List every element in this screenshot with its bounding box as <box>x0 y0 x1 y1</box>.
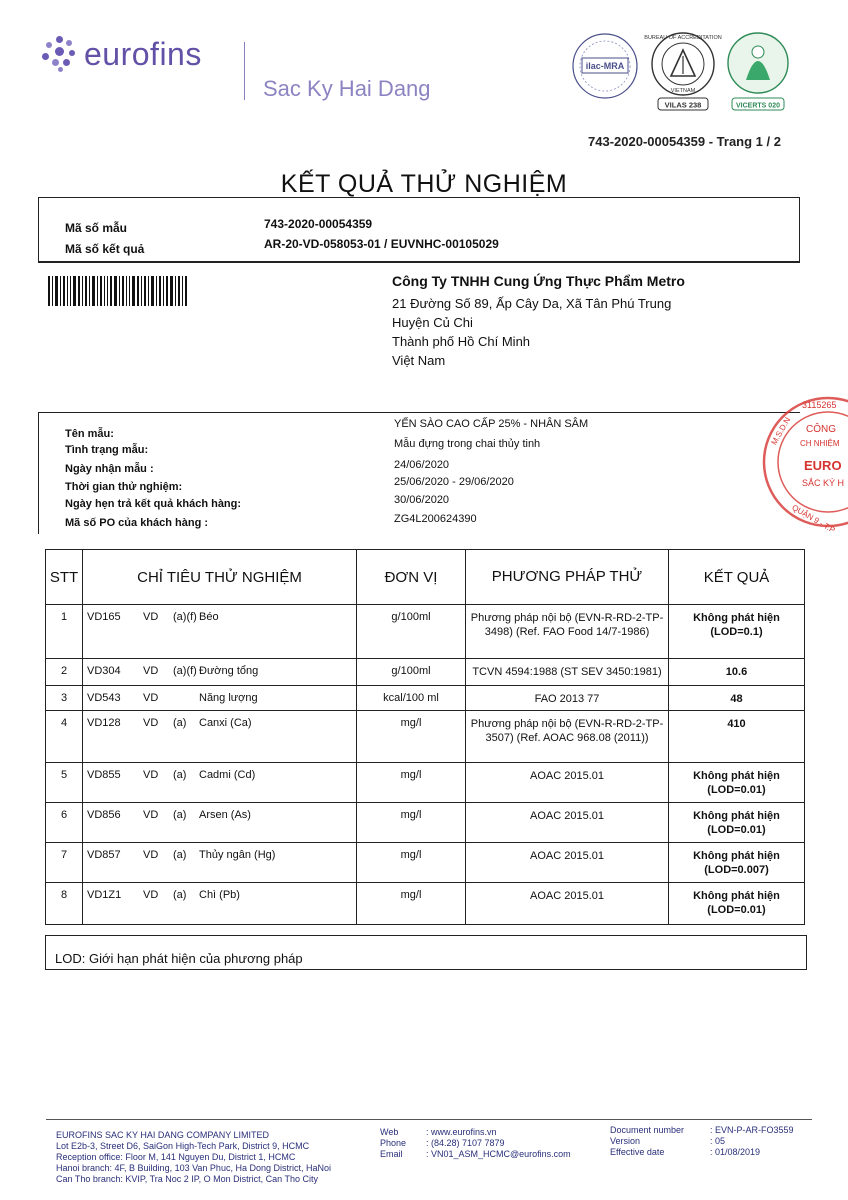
result-no-label: Mã số kết quả <box>65 242 145 256</box>
cell-unit: kcal/100 ml <box>357 686 466 711</box>
col-header-method: PHƯƠNG PHÁP THỬ <box>466 550 669 605</box>
cell-method: AOAC 2015.01 <box>466 843 669 883</box>
cell-unit: mg/l <box>357 803 466 843</box>
cell-code: VD128 <box>83 711 143 763</box>
cell-stt: 1 <box>46 605 83 659</box>
cell-method: AOAC 2015.01 <box>466 803 669 843</box>
version-value: : 05 <box>710 1136 726 1146</box>
phone-label: Phone <box>380 1138 407 1148</box>
cell-stt: 8 <box>46 883 83 925</box>
footer-address-line: Can Tho branch: KVIP, Tra Noc 2 IP, O Mon District, Can Tho City <box>56 1174 318 1184</box>
cell-flag: (a) <box>172 883 198 925</box>
cell-vd: VD <box>142 883 172 925</box>
cell-vd: VD <box>142 605 172 659</box>
company-stamp <box>760 380 848 540</box>
cell-result: Không phát hiện (LOD=0.01) <box>669 883 805 925</box>
client-address-line: Việt Nam <box>392 353 446 368</box>
sample-no-label: Mã số mẫu <box>65 221 128 235</box>
table-row <box>46 763 805 803</box>
svg-text:QUẬN 9 - T.P: QUẬN 9 - T.P <box>790 502 837 535</box>
cell-vd: VD <box>142 843 172 883</box>
cell-method: TCVN 4594:1988 (ST SEV 3450:1981) <box>466 659 669 686</box>
cell-flag: (a) <box>172 803 198 843</box>
due-date-value: 30/06/2020 <box>394 494 450 506</box>
document-number-value: : EVN-P-AR-FO3559 <box>710 1125 794 1135</box>
eurofins-dots-icon <box>40 34 80 74</box>
document-reference: 743-2020-00054359 - Trang 1 / 2 <box>588 134 781 149</box>
brand-name: eurofins <box>84 35 202 72</box>
table-row <box>46 659 805 686</box>
cell-method: FAO 2013 77 <box>466 686 669 711</box>
effective-date-value: : 01/08/2019 <box>710 1147 761 1157</box>
cell-flag: (a) <box>172 763 198 803</box>
cell-code: VD1Z1 <box>83 883 143 925</box>
table-row <box>46 605 805 659</box>
cell-vd: VD <box>142 659 172 686</box>
due-date-label: Ngày hẹn trả kết quả khách hàng: <box>65 498 242 510</box>
cell-result: Không phát hiện (LOD=0.01) <box>669 763 805 803</box>
boa-vietnam-seal-icon <box>644 33 721 110</box>
svg-text:ilac-MRA: ilac-MRA <box>585 61 625 71</box>
svg-text:EURO: EURO <box>804 458 842 473</box>
footer-document-values <box>710 1125 794 1158</box>
cell-code: VD855 <box>83 763 143 803</box>
page-title: KẾT QUẢ THỬ NGHIỆM <box>280 170 568 198</box>
svg-text:M.S.D.N: M.S.D.N <box>769 415 793 447</box>
sample-name-label: Tên mẫu: <box>65 428 114 440</box>
cell-stt: 4 <box>46 711 83 763</box>
table-row <box>46 686 805 711</box>
svg-text:VILAS 238: VILAS 238 <box>664 100 702 110</box>
client-name: Công Ty TNHH Cung Ứng Thực Phẩm Metro <box>392 273 685 289</box>
cell-method: Phương pháp nội bộ (EVN-R-RD-2-TP-3507) (Ref. AOAC 968.08 (2011)) <box>466 711 669 763</box>
effective-date-label: Effective date <box>610 1147 665 1157</box>
client-block <box>392 272 685 370</box>
received-date-label: Ngày nhận mẫu : <box>65 463 154 475</box>
table-row <box>46 883 805 925</box>
col-header-test: CHỈ TIÊU THỬ NGHIỆM <box>83 550 357 605</box>
results-table <box>45 549 805 925</box>
lod-note: LOD: Giới hạn phát hiện của phương pháp <box>55 951 303 966</box>
cell-name: Cadmi (Cd) <box>198 763 357 803</box>
cell-unit: mg/l <box>357 883 466 925</box>
eurofins-logo <box>40 34 202 74</box>
col-header-stt: STT <box>46 550 83 605</box>
cell-name: Thủy ngân (Hg) <box>198 843 357 883</box>
cell-stt: 2 <box>46 659 83 686</box>
cell-result: Không phát hiện (LOD=0.01) <box>669 803 805 843</box>
cell-flag: (a) <box>172 843 198 883</box>
cell-code: VD857 <box>83 843 143 883</box>
sample-name-value: YẾN SÀO CAO CẤP 25% - NHÂN SÂM <box>394 418 589 430</box>
web-value: : www.eurofins.vn <box>426 1127 497 1137</box>
cell-result: 48 <box>669 686 805 711</box>
cell-flag <box>172 686 198 711</box>
table-row <box>46 843 805 883</box>
cell-code: VD856 <box>83 803 143 843</box>
cell-method: Phương pháp nội bộ (EVN-R-RD-2-TP-3498) (Ref. FAO Food 14/7-1986) <box>466 605 669 659</box>
cell-result: Không phát hiện (LOD=0.1) <box>669 605 805 659</box>
ids-box <box>38 197 800 263</box>
ilac-mra-seal-icon <box>573 34 637 98</box>
cell-vd: VD <box>142 711 172 763</box>
client-address-line: Thành phố Hồ Chí Minh <box>392 334 531 349</box>
cell-code: VD165 <box>83 605 143 659</box>
cell-code: VD304 <box>83 659 143 686</box>
cell-name: Arsen (As) <box>198 803 357 843</box>
sub-brand: Sac Ky Hai Dang <box>263 76 431 101</box>
test-period-value: 25/06/2020 - 29/06/2020 <box>394 476 514 488</box>
email-value: : VN01_ASM_HCMC@eurofins.com <box>426 1149 571 1159</box>
po-number-value: ZG4L200624390 <box>394 513 477 525</box>
col-header-unit: ĐƠN VỊ <box>357 550 466 605</box>
po-number-label: Mã số PO của khách hàng : <box>65 517 209 529</box>
barcode <box>48 276 238 306</box>
footer-address-line: Hanoi branch: 4F, B Building, 103 Van Phuc, Ha Dong District, HaNoi <box>56 1163 331 1173</box>
accreditation-seals <box>570 30 792 114</box>
cell-result: 10.6 <box>669 659 805 686</box>
cell-unit: mg/l <box>357 763 466 803</box>
footer-document-labels <box>610 1125 684 1158</box>
sample-condition-label: Tình trạng mẫu: <box>65 444 149 456</box>
cell-result: 410 <box>669 711 805 763</box>
cell-name: Chì (Pb) <box>198 883 357 925</box>
client-address-line: Huyện Củ Chi <box>392 315 473 330</box>
email-label: Email <box>380 1149 403 1159</box>
cell-vd: VD <box>142 763 172 803</box>
cell-stt: 6 <box>46 803 83 843</box>
cell-vd: VD <box>142 686 172 711</box>
sample-condition-value: Mẫu đựng trong chai thủy tinh <box>394 438 541 450</box>
svg-text:CÔNG: CÔNG <box>806 424 836 435</box>
table-row <box>46 803 805 843</box>
cell-stt: 3 <box>46 686 83 711</box>
vicerts-seal-icon <box>728 33 788 110</box>
document-number-label: Document number <box>610 1125 685 1135</box>
footer-contact-labels <box>380 1127 406 1160</box>
cell-method: AOAC 2015.01 <box>466 763 669 803</box>
cell-flag: (a) <box>172 711 198 763</box>
cell-unit: mg/l <box>357 843 466 883</box>
footer-company-name: EUROFINS SAC KY HAI DANG COMPANY LIMITED <box>56 1130 270 1140</box>
cell-name: Đường tổng <box>198 659 357 686</box>
header-divider <box>244 42 245 100</box>
cell-name: Béo <box>198 605 357 659</box>
client-address-line: 21 Đường Số 89, Ấp Cây Da, Xã Tân Phú Trung <box>392 296 672 311</box>
cell-flag: (a)(f) <box>172 605 198 659</box>
svg-text:VICERTS 020: VICERTS 020 <box>736 102 780 110</box>
cell-code: VD543 <box>83 686 143 711</box>
cell-method: AOAC 2015.01 <box>466 883 669 925</box>
cell-unit: g/100ml <box>357 659 466 686</box>
footer-address-line: Lot E2b-3, Street D6, SaiGon High-Tech Park, District 9, HCMC <box>56 1141 310 1151</box>
cell-stt: 5 <box>46 763 83 803</box>
svg-text:VIETNAM: VIETNAM <box>670 88 696 94</box>
footer-divider <box>46 1119 812 1120</box>
table-row <box>46 711 805 763</box>
svg-text:BUREAU OF ACCREDITATION: BUREAU OF ACCREDITATION <box>644 35 722 41</box>
cell-name: Canxi (Ca) <box>198 711 357 763</box>
col-header-result: KẾT QUẢ <box>669 550 805 605</box>
sample-no-value: 743-2020-00054359 <box>264 217 373 231</box>
version-label: Version <box>610 1136 641 1146</box>
table-header-row <box>46 550 805 605</box>
cell-flag: (a)(f) <box>172 659 198 686</box>
cell-result: Không phát hiện (LOD=0.007) <box>669 843 805 883</box>
footer-contact-values <box>426 1127 571 1160</box>
test-period-label: Thời gian thử nghiệm: <box>65 481 183 493</box>
footer-address-line: Reception office: Floor M, 141 Nguyen Du, District 1, HCMC <box>56 1152 296 1162</box>
web-label: Web <box>380 1127 399 1137</box>
cell-unit: mg/l <box>357 711 466 763</box>
svg-text:SẮC KÝ H: SẮC KÝ H <box>802 478 845 488</box>
received-date-value: 24/06/2020 <box>394 459 450 471</box>
svg-text:CH NHIỆM: CH NHIỆM <box>800 439 840 448</box>
svg-text:3115265: 3115265 <box>802 400 837 410</box>
cell-stt: 7 <box>46 843 83 883</box>
cell-name: Năng lượng <box>198 686 357 711</box>
footer-company <box>56 1130 331 1185</box>
cell-vd: VD <box>142 803 172 843</box>
cell-unit: g/100ml <box>357 605 466 659</box>
phone-value: : (84.28) 7107 7879 <box>426 1138 505 1148</box>
result-no-value: AR-20-VD-058053-01 / EUVNHC-00105029 <box>264 237 499 251</box>
